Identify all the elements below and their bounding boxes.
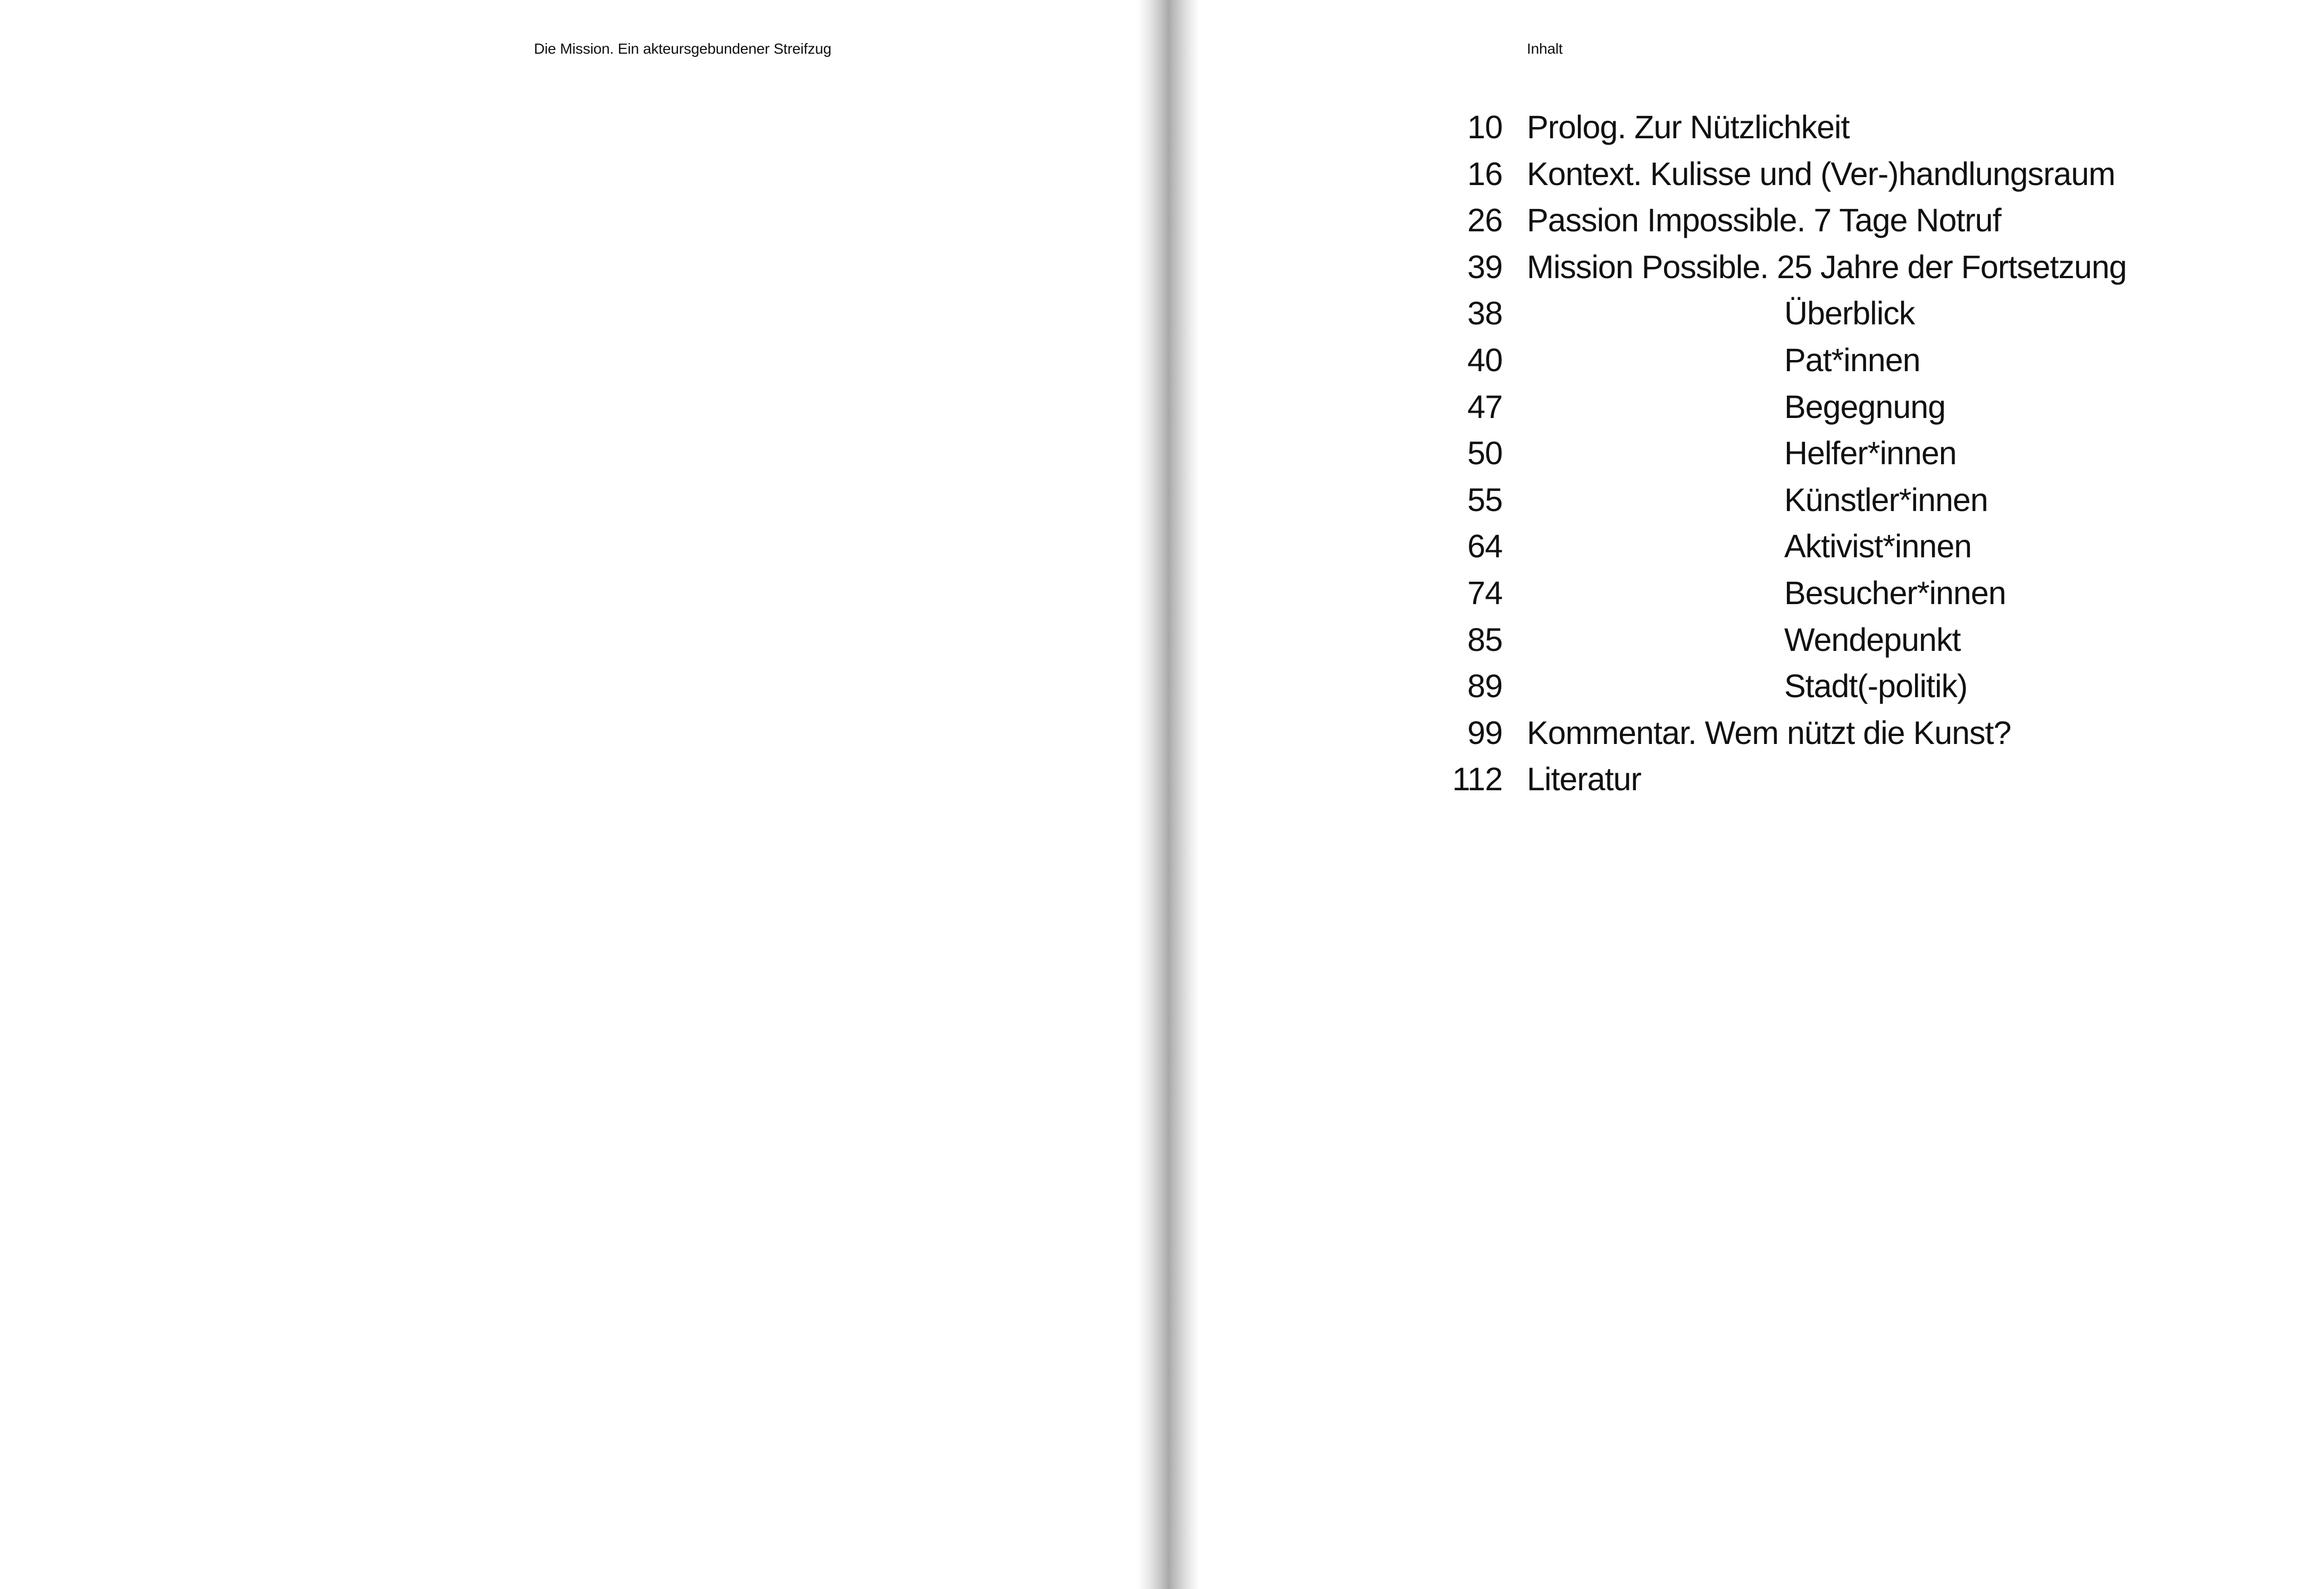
toc-title: Stadt(-politik) xyxy=(1784,668,1968,705)
toc-title: Helfer*innen xyxy=(1784,435,1957,472)
toc-entry xyxy=(1383,197,2287,244)
toc-title: Besucher*innen xyxy=(1784,574,2006,611)
toc-entry xyxy=(1383,244,2287,291)
toc-title: Aktivist*innen xyxy=(1784,528,1972,565)
toc-page-number: 50 xyxy=(1467,435,1502,472)
toc-page-number: 16 xyxy=(1467,155,1502,192)
toc-subentry xyxy=(1383,477,2287,524)
toc-page-number: 85 xyxy=(1467,621,1502,658)
toc-title: Kommentar. Wem nützt die Kunst? xyxy=(1527,714,2011,751)
toc-page-number: 39 xyxy=(1467,248,1502,285)
table-of-contents xyxy=(1383,104,2287,803)
toc-page-number: 47 xyxy=(1467,388,1502,425)
toc-title: Künstler*innen xyxy=(1784,481,1988,518)
toc-page-number: 99 xyxy=(1467,714,1502,751)
toc-subentry xyxy=(1383,570,2287,617)
toc-title: Prolog. Zur Nützlichkeit xyxy=(1527,109,1850,145)
toc-subentry xyxy=(1383,290,2287,337)
book-gutter xyxy=(1138,0,1199,1589)
toc-page-number: 10 xyxy=(1467,109,1502,145)
toc-page-number: 40 xyxy=(1467,341,1502,378)
toc-page-number: 26 xyxy=(1467,202,1502,239)
toc-subentry xyxy=(1383,337,2287,384)
toc-title: Literatur xyxy=(1527,761,1641,798)
toc-page-number: 89 xyxy=(1467,668,1502,705)
toc-subentry xyxy=(1383,384,2287,431)
running-head-right: Inhalt xyxy=(1527,40,1563,57)
toc-entry xyxy=(1383,151,2287,198)
toc-page-number: 74 xyxy=(1467,574,1502,611)
toc-page-number: 112 xyxy=(1452,761,1502,798)
toc-page-number: 64 xyxy=(1467,528,1502,565)
toc-entry xyxy=(1383,756,2287,803)
toc-entry xyxy=(1383,710,2287,757)
toc-title: Passion Impossible. 7 Tage Notruf xyxy=(1527,202,2001,239)
toc-title: Wendepunkt xyxy=(1784,621,1961,658)
left-page xyxy=(0,0,1138,1589)
toc-subentry xyxy=(1383,523,2287,570)
toc-entry xyxy=(1383,104,2287,151)
toc-title: Überblick xyxy=(1784,295,1915,332)
toc-title: Kontext. Kulisse und (Ver-)handlungsraum xyxy=(1527,155,2116,192)
toc-title: Begegnung xyxy=(1784,388,1946,425)
toc-subentry xyxy=(1383,617,2287,664)
running-head-left: Die Mission. Ein akteursgebundener Streifzug xyxy=(534,40,832,57)
toc-page-number: 55 xyxy=(1467,481,1502,518)
toc-page-number: 38 xyxy=(1467,295,1502,332)
toc-title: Mission Possible. 25 Jahre der Fortsetzung xyxy=(1527,248,2127,285)
toc-title: Pat*innen xyxy=(1784,341,1920,378)
toc-subentry xyxy=(1383,430,2287,477)
toc-subentry xyxy=(1383,663,2287,710)
